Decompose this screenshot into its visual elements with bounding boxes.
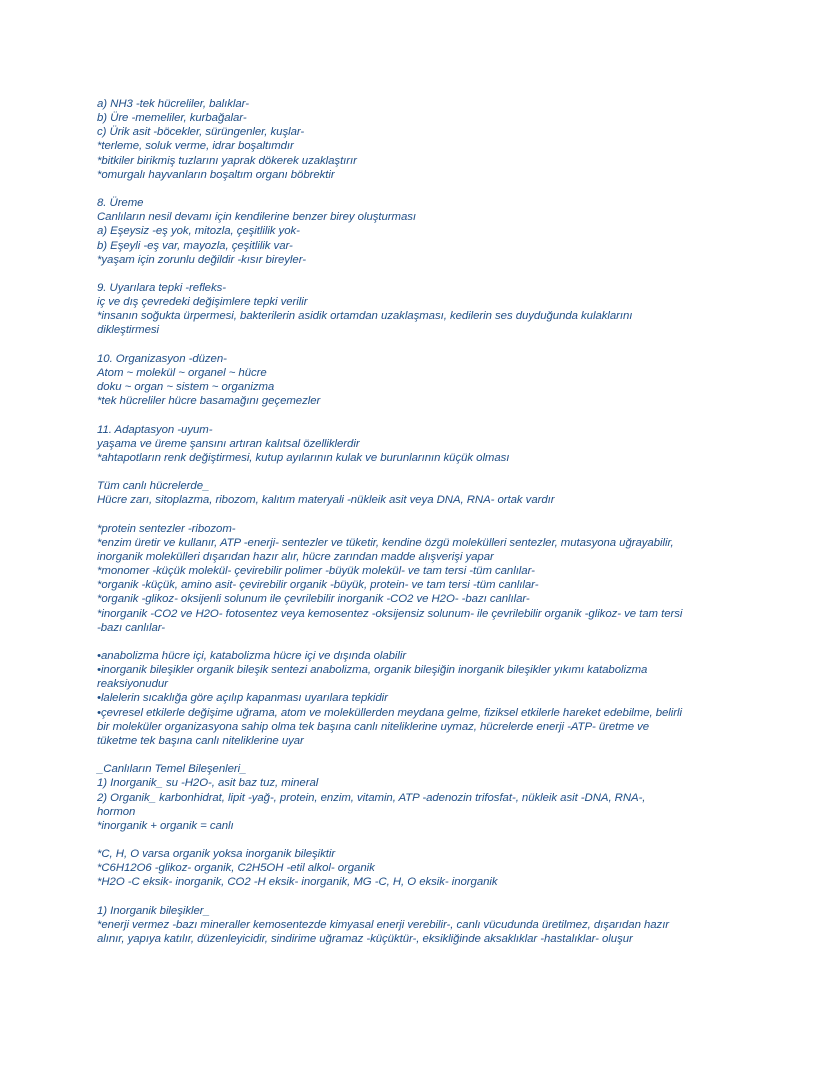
text-block [97, 97, 747, 182]
text-line: Canlıların nesil devamı için kendilerine benzer birey oluşturması [97, 211, 417, 224]
paragraph-gap [97, 465, 747, 479]
text-line: •anabolizma hücre içi, katabolizma hücre içi ve dışında olabilir [97, 649, 407, 662]
text-line: -bazı canlılar- [97, 621, 166, 634]
paragraph-gap [97, 338, 747, 352]
text-block [97, 281, 747, 338]
text-line: b) Eşeyli -eş var, mayozla, çeşitlilik var- [97, 239, 293, 252]
text-block [97, 479, 747, 507]
paragraph-gap [97, 267, 747, 281]
paragraph-gap [97, 748, 747, 762]
text-line: _Canlıların Temel Bileşenleri_ [97, 763, 247, 776]
text-line: *terleme, soluk verme, idrar boşaltımdır [97, 140, 294, 153]
paragraph-gap [97, 833, 747, 847]
text-line: Atom ~ molekül ~ organel ~ hücre [97, 366, 267, 379]
text-line: 2) Organik_ karbonhidrat, lipit -yağ-, protein, enzim, vitamin, ATP -adenozin trifosfat-, nükleik asit -DNA, RNA-, [97, 791, 646, 804]
text-line: *inorganik + organik = canlı [97, 819, 234, 832]
text-line: c) Ürik asit -böcekler, sürüngenler, kuşlar- [97, 126, 305, 139]
text-line: *organik -küçük, amino asit- çevirebilir organik -büyük, protein- ve tam tersi -tüm canlılar- [97, 579, 539, 592]
text-line: Hücre zarı, sitoplazma, ribozom, kalıtım materyali -nükleik asit veya DNA, RNA- ortak vardır [97, 494, 555, 507]
text-line: inorganik molekülleri dışarıdan hazır alır, hücre zarından madde alışverişi yapar [97, 550, 494, 563]
paragraph-gap [97, 408, 747, 422]
text-block [97, 196, 747, 267]
text-line: doku ~ organ ~ sistem ~ organizma [97, 381, 275, 394]
text-line: yaşama ve üreme şansını artıran kalıtsal özelliklerdir [97, 437, 360, 450]
paragraph-gap [97, 507, 747, 521]
text-block [97, 649, 747, 748]
text-line: *organik -glikoz- oksijenli solunum ile çevrilebilir inorganik -CO2 ve H2O- -bazı canlılar- [97, 593, 530, 606]
text-line: hormon [97, 805, 136, 818]
text-block [97, 762, 747, 833]
text-line: *inorganik -CO2 ve H2O- fotosentez veya kemosentez -oksijensiz solunum- ile çevrilebilir organik -glikoz- ve tam tersi [97, 607, 683, 620]
text-line: •lalelerin sıcaklığa göre açılıp kapanması uyarılara tepkidir [97, 692, 388, 705]
text-line: tüketme tek başına canlı niteliklerine uyar [97, 734, 304, 747]
text-line: *C6H12O6 -glikoz- organik, C2H5OH -etil alkol- organik [97, 862, 375, 875]
paragraph-gap [97, 635, 747, 649]
text-block [97, 352, 747, 409]
text-line: 1) Inorganik_ su -H2O-, asit baz tuz, mineral [97, 777, 319, 790]
text-line: •inorganik bileşikler organik bileşik sentezi anabolizma, organik bileşiğin inorganik bileşikler yıkımı katabolizma [97, 664, 648, 677]
text-line: *H2O -C eksik- inorganik, CO2 -H eksik- inorganik, MG -C, H, O eksik- inorganik [97, 876, 498, 889]
text-block [97, 522, 747, 635]
text-line: dikleştirmesi [97, 324, 160, 337]
text-line: b) Üre -memeliler, kurbağalar- [97, 112, 247, 125]
text-line: *bitkiler birikmiş tuzlarını yaprak dökerek uzaklaştırır [97, 154, 357, 167]
text-line: 1) Inorganik bileşikler_ [97, 904, 210, 917]
text-line: Tüm canlı hücrelerde_ [97, 480, 210, 493]
text-line: alınır, yapıya katılır, düzenleyicidir, sindirime uğramaz -küçüktür-, eksikliğinde aksaklıklar -hastalıklar- oluşur [97, 933, 633, 946]
text-line: *tek hücreliler hücre basamağını geçemezler [97, 395, 321, 408]
paragraph-gap [97, 890, 747, 904]
text-line: a) NH3 -tek hücreliler, balıklar- [97, 98, 249, 110]
paragraph-gap [97, 182, 747, 196]
text-line: *omurgalı hayvanların boşaltım organı böbrektir [97, 168, 335, 181]
text-line: a) Eşeysiz -eş yok, mitozla, çeşitlilik yok- [97, 225, 300, 238]
text-line: *yaşam için zorunlu değildir -kısır bireyler- [97, 253, 306, 266]
text-line: *enerji vermez -bazı mineraller kemosentezde kimyasal enerji verebilir-, canlı vücudunda üretilmez, dışarıdan hazır [97, 918, 670, 931]
text-block [97, 904, 747, 946]
text-line: 9. Uyarılara tepki -refleks- [97, 282, 226, 294]
text-line: *protein sentezler -ribozom- [97, 522, 236, 535]
text-line: *monomer -küçük molekül- çevirebilir polimer -büyük molekül- ve tam tersi -tüm canlılar- [97, 565, 535, 578]
text-line: 8. Üreme [97, 197, 144, 210]
document-body [97, 97, 747, 946]
text-line: iç ve dış çevredeki değişimlere tepki verilir [97, 296, 308, 309]
text-line: bir moleküler organizasyona sahip olma tek başına canlı niteliklerine uymaz, hücrelerde enerji -ATP- üretme ve [97, 720, 650, 733]
text-line: •çevresel etkilerle değişime uğrama, atom ve moleküllerden meydana gelme, fiziksel etkilerle hareket edebilme, belirli [97, 706, 682, 719]
text-block [97, 847, 747, 889]
text-line: *insanın soğukta ürpermesi, bakterilerin asidik ortamdan uzaklaşması, kedilerin ses duyduğunda kulaklarını [97, 310, 633, 323]
text-line: *ahtapotların renk değiştirmesi, kutup ayılarının kulak ve burunlarının küçük olması [97, 451, 510, 464]
text-block [97, 423, 747, 465]
text-line: reaksiyonudur [97, 678, 168, 691]
text-line: *enzim üretir ve kullanır, ATP -enerji- sentezler ve tüketir, kendine özgü molekülleri sentezler, mutasyona uğrayabilir, [97, 536, 674, 549]
text-line: 11. Adaptasyon -uyum- [97, 423, 213, 436]
text-line: *C, H, O varsa organik yoksa inorganik bileşiktir [97, 848, 336, 861]
text-line: 10. Organizasyon -düzen- [97, 352, 227, 365]
